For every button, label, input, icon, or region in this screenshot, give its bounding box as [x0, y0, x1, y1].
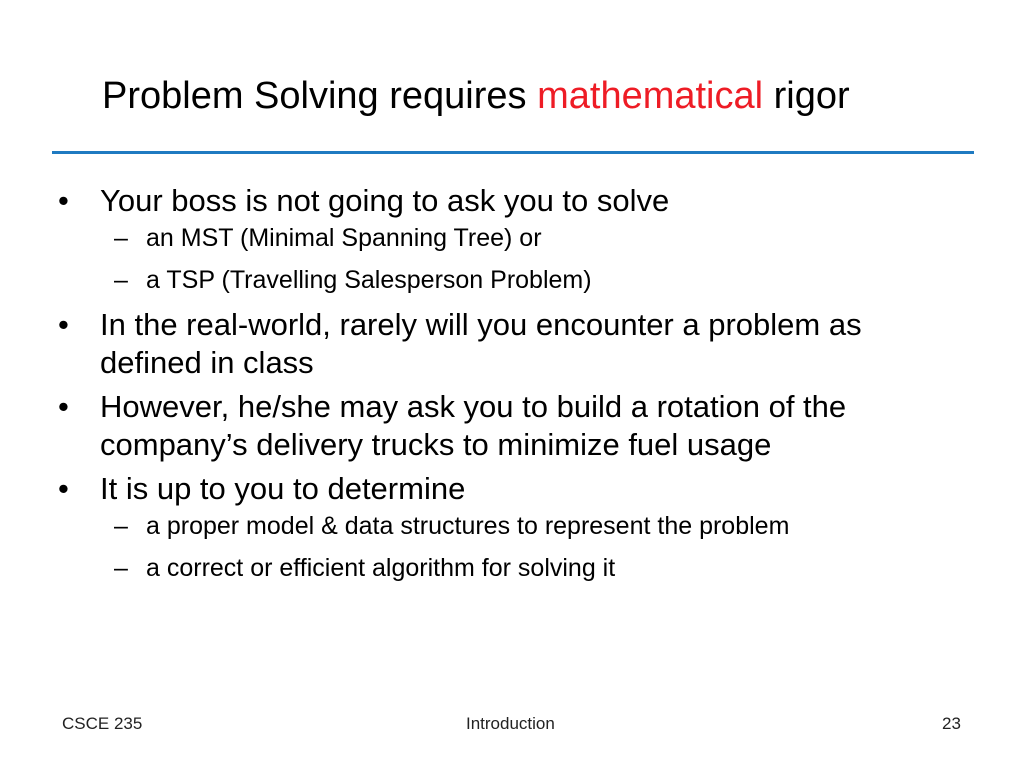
sub-bullet-marker: –: [114, 512, 128, 540]
bullet-text: However, he/she may ask you to build a rotation of the company’s delivery trucks to minimize fuel usage: [100, 389, 847, 462]
sub-bullet-item: [100, 264, 958, 296]
title-accent-word: mathematical: [537, 75, 764, 117]
sub-bullet-marker: –: [114, 224, 128, 252]
bullet-text: It is up to you to determine: [100, 471, 466, 506]
sub-bullet-text: a correct or efficient algorithm for solving it: [146, 554, 616, 582]
bullet-marker: •: [58, 389, 69, 424]
bullet-list: [58, 182, 958, 594]
title-text-start: Problem Solving requires: [102, 75, 527, 117]
page-number: 23: [942, 714, 961, 733]
bullet-text: Your boss is not going to ask you to solve: [100, 183, 670, 218]
sub-bullet-marker: –: [114, 266, 128, 294]
title-divider: [52, 151, 974, 154]
title-text-end: rigor: [773, 75, 850, 117]
sub-bullet-text: an MST (Minimal Spanning Tree) or: [146, 224, 542, 252]
sub-bullet-list: [100, 222, 958, 296]
bullet-marker: •: [58, 307, 69, 342]
bullet-text: In the real-world, rarely will you encounter a problem as defined in class: [100, 307, 862, 380]
bullet-item: [58, 470, 958, 584]
bullet-marker: •: [58, 183, 69, 218]
slide-title: [102, 70, 850, 122]
footer-course: CSCE 235: [62, 714, 143, 733]
bullet-item: [58, 306, 958, 382]
bullet-item: [58, 388, 958, 464]
sub-bullet-item: [100, 222, 958, 254]
sub-bullet-item: [100, 552, 958, 584]
footer-section: Introduction: [466, 714, 555, 733]
bullet-marker: •: [58, 471, 69, 506]
sub-bullet-text: a proper model & data structures to represent the problem: [146, 512, 790, 540]
sub-bullet-item: [100, 510, 958, 542]
bullet-item: [58, 182, 958, 296]
sub-bullet-list: [100, 510, 958, 584]
sub-bullet-marker: –: [114, 554, 128, 582]
sub-bullet-text: a TSP (Travelling Salesperson Problem): [146, 266, 592, 294]
